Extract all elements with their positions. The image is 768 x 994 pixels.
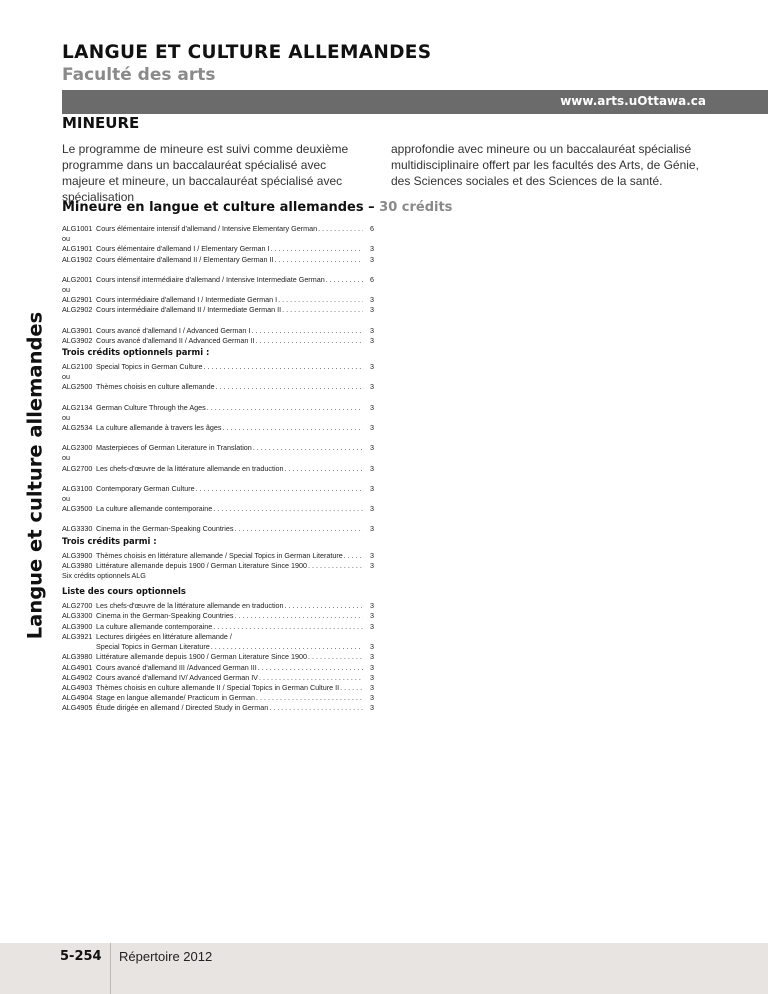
course-row [62,642,374,652]
course-code: ALG4904 [62,693,93,703]
course-credits: 3 [370,662,374,672]
side-label-text: Langue et culture allemandes [23,311,47,639]
header-bar [62,90,768,114]
course-name: Masterpieces of German Literature in Translation [96,443,252,453]
faculty-url-link[interactable]: www.arts.uOttawa.ca [560,94,706,108]
course-code: ALG3900 [62,550,93,560]
course-credits: 3 [370,295,374,305]
course-row [62,652,374,662]
course-credits: 3 [370,362,374,372]
course-credits: 3 [370,672,374,682]
course-row [62,494,374,504]
course-row [62,703,374,713]
course-credits: 3 [370,642,374,652]
course-code: ALG3980 [62,652,93,662]
course-row [62,611,374,621]
course-name: Les chefs-d'œuvre de la littérature allemande en traduction [96,463,284,473]
course-name: Thèmes choisis en littérature allemande / Special Topics in German Literature [96,550,343,560]
course-row [62,632,374,642]
course-row [62,234,374,244]
course-code: ALG1001 [62,224,93,233]
course-name: Cours élémentaire d'allemand II / Elementary German II [96,254,274,264]
course-row [62,464,374,474]
course-code: ALG3500 [62,504,93,514]
course-row [62,336,374,346]
course-code: ALG3980 [62,560,93,570]
course-credits: 3 [370,693,374,703]
course-credits: 3 [370,402,374,412]
faculty-subtitle: Faculté des arts [62,65,216,85]
course-row [62,443,374,453]
course-or: ou [62,372,70,382]
course-name: Cours intermédiaire d'allemand II / Intermediate German II [96,305,282,315]
course-name: Cinema in the German-Speaking Countries [96,524,234,534]
course-name: Cours avancé d'allemand IV/ Advanced German IV [96,672,258,682]
course-row [62,285,374,295]
course-credits: 3 [370,244,374,254]
course-or: ou [62,494,70,504]
course-row [62,413,374,423]
course-name: Special Topics in German Culture [96,362,203,372]
course-credits: 3 [370,560,374,570]
course-name: Étude dirigée en allemand / Directed Study in German [96,703,269,713]
course-code: ALG4905 [62,703,93,713]
course-code: ALG3921 [62,631,93,641]
course-name-continued: Special Topics in German Literature [96,642,210,652]
course-row [62,561,374,571]
course-row [62,423,374,433]
course-credits: 3 [370,703,374,713]
course-row [62,484,374,494]
course-row [62,326,374,336]
course-name: Cours avancé d'allemand III /Advanced German III [96,662,257,672]
optional-group-heading: Trois crédits optionnels parmi : [62,347,210,358]
course-credits: 3 [370,504,374,514]
course-credits: 3 [370,483,374,493]
course-name: Les chefs-d'œuvre de la littérature allemande en traduction [96,601,284,611]
course-row [62,551,374,561]
course-row [62,453,374,463]
course-row [62,372,374,382]
course-name: Thèmes choisis en culture allemande II / Special Topics in German Culture II [96,682,340,692]
course-code: ALG2001 [62,274,93,284]
course-credits: 3 [370,601,374,611]
course-name: La culture allemande à travers les âges [96,423,222,433]
course-credits: 3 [370,254,374,264]
course-code: ALG1902 [62,254,93,264]
course-row [62,224,374,234]
course-name: Cours avancé d'allemand I / Advanced German I [96,325,251,335]
side-label [21,311,49,639]
course-row [62,622,374,632]
course-name: Stage en langue allemande/ Practicum in German [96,693,256,703]
course-name: Littérature allemande depuis 1900 / German Literature Since 1900 [96,560,307,570]
course-name: Thèmes choisis en culture allemande [96,382,215,392]
course-credits: 3 [370,682,374,692]
course-name: Contemporary German Culture [96,483,195,493]
course-code: ALG3900 [62,621,93,631]
course-or: ou [62,234,70,244]
course-name: Cours élémentaire d'allemand I / Elementary German I [96,244,270,254]
course-name: Littérature allemande depuis 1900 / German Literature Since 1900 [96,652,307,662]
course-row [62,275,374,285]
course-code: ALG2500 [62,382,93,392]
course-code: ALG3300 [62,611,93,621]
course-row [62,403,374,413]
course-credits: 3 [370,325,374,335]
footer-divider [110,943,111,994]
course-row [62,693,374,703]
course-code: ALG3330 [62,524,93,534]
course-or: ou [62,453,70,463]
course-code: ALG2901 [62,295,93,305]
course-code: ALG2134 [62,402,93,412]
footer-label: Répertoire 2012 [119,949,213,964]
course-credits: 3 [370,463,374,473]
choice-group-heading: Trois crédits parmi : [62,535,157,546]
course-credits: 3 [370,335,374,345]
course-code: ALG3100 [62,483,93,493]
course-row [62,524,374,534]
intro-text-right: approfondie avec mineure ou un baccalauréat spécialisé multidisciplinaire offert par les facultés des Arts, de Génie, des Sciences sociales et des Sciences de la santé. [391,142,699,188]
course-code: ALG2100 [62,362,93,372]
course-or: ou [62,412,70,422]
course-credits: 6 [370,274,374,284]
course-code: ALG3901 [62,325,93,335]
page-number: 5-254 [60,949,102,964]
course-name: Lectures dirigées en littérature allemande / [96,631,232,641]
program-title [62,200,452,215]
course-credits: 3 [370,652,374,662]
course-row [62,362,374,372]
intro-text-left: Le programme de mineure est suivi comme deuxième programme dans un baccalauréat spécialisé avec majeure et mineure, un baccalauréat spécialisé avec spécialisation [62,142,349,204]
course-row [62,504,374,514]
course-row [62,683,374,693]
page-title: LANGUE ET CULTURE ALLEMANDES [62,42,432,63]
course-credits: 6 [370,224,374,233]
course-row [62,673,374,683]
page-footer [0,943,768,994]
course-code: ALG4903 [62,682,93,692]
course-row [62,305,374,315]
course-credits: 3 [370,382,374,392]
course-code: ALG1901 [62,244,93,254]
course-name: Cinema in the German-Speaking Countries [96,611,234,621]
course-code: ALG3902 [62,335,93,345]
course-name: German Culture Through the Ages [96,402,206,412]
course-or: ou [62,285,70,295]
course-row [62,295,374,305]
course-credits: 3 [370,423,374,433]
course-name: La culture allemande contemporaine [96,621,213,631]
course-name: Cours avancé d'allemand II / Advanced German II [96,335,255,345]
course-credits: 3 [370,550,374,560]
course-credits: 3 [370,524,374,534]
course-row [62,663,374,673]
course-row [62,255,374,265]
course-code: ALG2534 [62,423,93,433]
course-name: Cours intensif intermédiaire d'allemand / Intensive Intermediate German [96,274,325,284]
course-credits: 3 [370,611,374,621]
course-code: ALG2700 [62,463,93,473]
program-title-text: Mineure en langue et culture allemandes – [62,200,375,215]
course-row [62,382,374,392]
elective-note: Six crédits optionnels ALG [62,571,146,581]
course-row [62,601,374,611]
course-code: ALG2300 [62,443,93,453]
course-credits: 3 [370,621,374,631]
course-code: ALG4901 [62,662,93,672]
course-list [62,224,374,714]
options-list-heading: Liste des cours optionnels [62,586,186,597]
course-credits: 3 [370,305,374,315]
course-credits: 3 [370,443,374,453]
section-title: MINEURE [62,114,140,132]
course-code: ALG2700 [62,601,93,611]
course-name: Cours élémentaire intensif d'allemand / Intensive Elementary German [96,224,318,233]
course-name: La culture allemande contemporaine [96,504,213,514]
course-row [62,244,374,254]
program-credits: 30 crédits [379,200,453,215]
course-code: ALG4902 [62,672,93,682]
course-code: ALG2902 [62,305,93,315]
course-name: Cours intermédiaire d'allemand I / Intermediate German I [96,295,278,305]
